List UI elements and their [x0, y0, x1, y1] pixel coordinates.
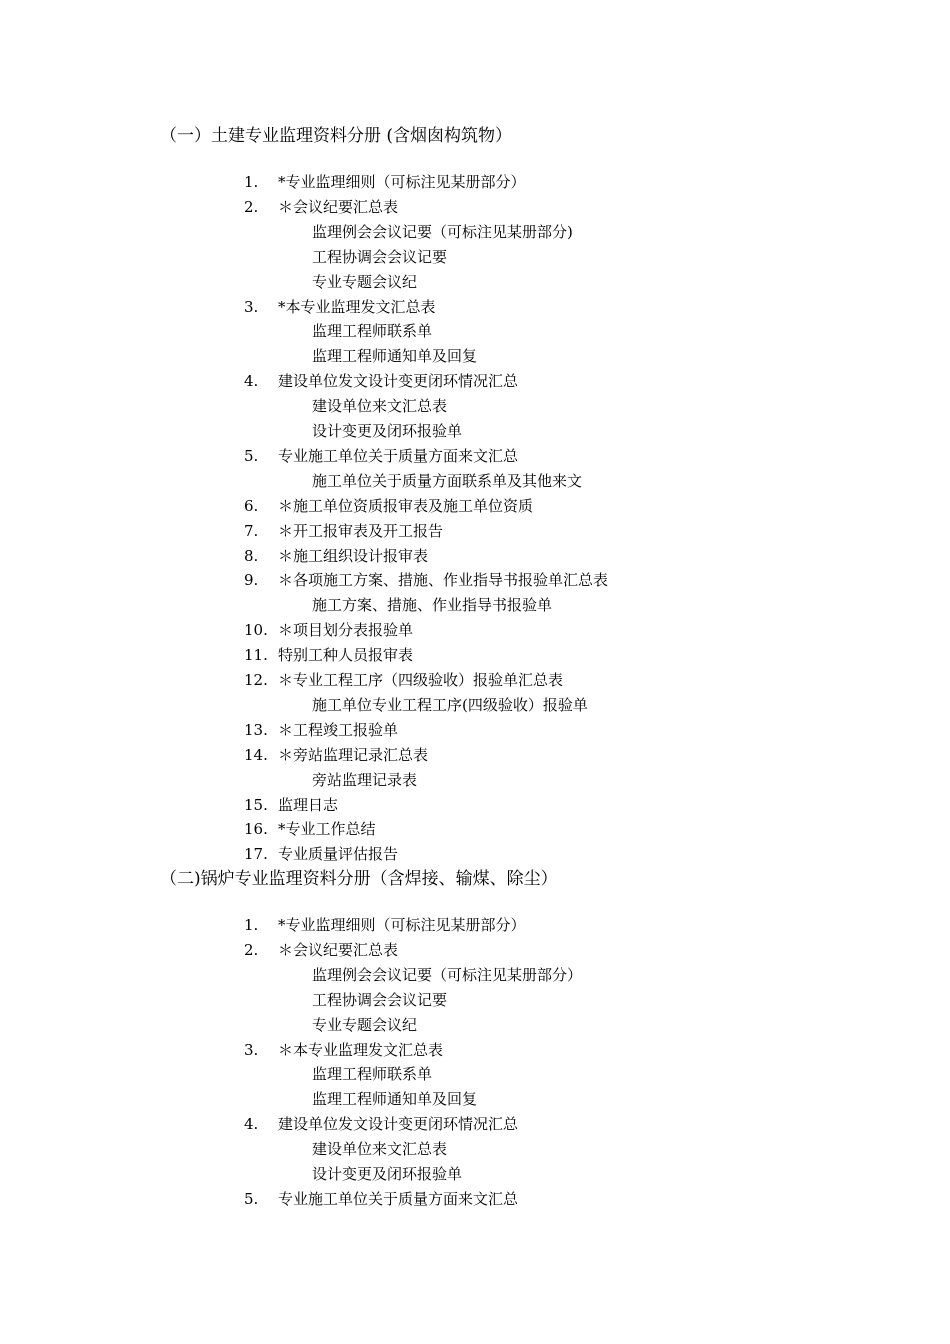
item-text: 专业专题会议纪 [312, 272, 418, 291]
item-number: 4. [244, 372, 259, 391]
item-text: *本专业监理发文汇总表 [278, 297, 436, 316]
item-number: 6. [244, 496, 259, 515]
sub-list-item [0, 419, 950, 444]
sub-list-item [0, 1062, 950, 1087]
item-number: 5. [244, 446, 259, 465]
item-text: ＊专业工程工序（四级验收）报验单汇总表 [278, 671, 564, 689]
item-text: ＊会议纪要汇总表 [278, 197, 399, 216]
item-text: 设计变更及闭环报验单 [312, 422, 463, 440]
list-item [0, 668, 950, 693]
item-number: 17. [244, 845, 268, 864]
item-text: 专业专题会议纪 [312, 1015, 418, 1034]
item-text: ＊开工报审表及开工报告 [278, 521, 444, 540]
sub-list-item [0, 768, 950, 793]
item-text: 监理日志 [278, 795, 339, 814]
sub-list-item [0, 220, 950, 245]
item-text: 监理例会会议记要（可标注见某册部分） [312, 965, 583, 984]
list-item [0, 842, 950, 867]
sub-list-item [0, 270, 950, 295]
item-number: 5. [244, 1189, 259, 1208]
item-text: 建设单位发文设计变更闭环情况汇总 [278, 372, 519, 391]
item-number: 15. [244, 795, 268, 814]
list-item [0, 195, 950, 220]
item-text: 监理工程师联系单 [312, 1065, 433, 1084]
item-text: 建设单位来文汇总表 [312, 1140, 448, 1159]
list-item [0, 793, 950, 818]
item-text: ＊工程竣工报验单 [278, 720, 399, 739]
item-text: ＊施工单位资质报审表及施工单位资质 [278, 496, 534, 515]
sub-list-item [0, 1013, 950, 1038]
item-number: 10. [244, 621, 268, 640]
item-number: 2. [244, 197, 259, 216]
item-text: 监理工程师通知单及回复 [312, 1090, 478, 1109]
item-number: 3. [244, 1040, 259, 1059]
list-item [0, 1187, 950, 1212]
list-item [0, 718, 950, 743]
list-item [0, 618, 950, 643]
sub-list-item [0, 469, 950, 494]
sub-list-item [0, 593, 950, 618]
item-number: 3. [244, 297, 259, 316]
item-text: 专业施工单位关于质量方面来文汇总 [278, 446, 519, 465]
item-text: 设计变更及闭环报验单 [312, 1165, 463, 1183]
item-text: 工程协调会会议记要 [312, 990, 448, 1009]
item-number: 13. [244, 720, 268, 739]
item-text: 施工单位专业工程工序(四级验收）报验单 [312, 695, 588, 714]
item-number: 16. [244, 820, 268, 839]
sub-list-item [0, 693, 950, 718]
item-text: 施工单位关于质量方面联系单及其他来文 [312, 471, 583, 490]
item-text: *专业监理细则（可标注见某册部分） [278, 173, 526, 191]
item-text: 施工方案、措施、作业指导书报验单 [312, 596, 553, 615]
list-item [0, 1038, 950, 1063]
sub-list-item [0, 988, 950, 1013]
item-text: 专业施工单位关于质量方面来文汇总 [278, 1189, 519, 1208]
item-number: 2. [244, 940, 259, 959]
list-item [0, 913, 950, 938]
sub-list-item [0, 963, 950, 988]
list-item [0, 170, 950, 195]
list-item [0, 444, 950, 469]
sub-list-item [0, 319, 950, 344]
item-number: 12. [244, 671, 268, 689]
list-item [0, 369, 950, 394]
sub-list-item [0, 1087, 950, 1112]
sub-list-item [0, 1137, 950, 1162]
item-text: *专业监理细则（可标注见某册部分） [278, 916, 526, 934]
sub-list-item [0, 245, 950, 270]
sub-list-item [0, 1162, 950, 1187]
section-heading: （二)锅炉专业监理资料分册（含焊接、输煤、除尘） [160, 869, 558, 889]
section-heading: （一）土建专业监理资料分册 (含烟囱构筑物） [160, 126, 513, 146]
item-text: 建设单位发文设计变更闭环情况汇总 [278, 1115, 519, 1134]
item-text: ＊会议纪要汇总表 [278, 940, 399, 959]
item-text: *专业工作总结 [278, 820, 376, 839]
item-number: 4. [244, 1115, 259, 1134]
item-text: ＊施工组织设计报审表 [278, 546, 429, 565]
item-text: ＊各项施工方案、措施、作业指导书报验单汇总表 [278, 571, 609, 590]
list-item [0, 494, 950, 519]
item-number: 14. [244, 745, 268, 764]
item-text: 监理工程师通知单及回复 [312, 347, 478, 366]
item-text: 特别工种人员报审表 [278, 646, 414, 665]
item-text: ＊本专业监理发文汇总表 [278, 1040, 444, 1059]
sub-list-item [0, 394, 950, 419]
list-item [0, 817, 950, 842]
item-number: 7. [244, 521, 259, 540]
item-number: 1. [244, 916, 259, 934]
item-number: 9. [244, 571, 259, 590]
item-number: 11. [244, 646, 268, 665]
sub-list-item [0, 344, 950, 369]
item-text: 监理例会会议记要（可标注见某册部分) [312, 222, 573, 241]
list-item [0, 938, 950, 963]
list-item [0, 544, 950, 569]
item-text: 工程协调会会议记要 [312, 247, 448, 266]
item-text: 建设单位来文汇总表 [312, 397, 448, 416]
list-item [0, 643, 950, 668]
list-item [0, 743, 950, 768]
item-text: 专业质量评估报告 [278, 845, 399, 864]
list-item [0, 295, 950, 320]
item-text: 旁站监理记录表 [312, 770, 418, 789]
item-text: 监理工程师联系单 [312, 322, 433, 341]
item-text: ＊项目划分表报验单 [278, 621, 414, 640]
list-item [0, 568, 950, 593]
item-number: 1. [244, 173, 259, 191]
list-item [0, 1112, 950, 1137]
list-item [0, 519, 950, 544]
item-number: 8. [244, 546, 259, 565]
item-text: ＊旁站监理记录汇总表 [278, 745, 429, 764]
